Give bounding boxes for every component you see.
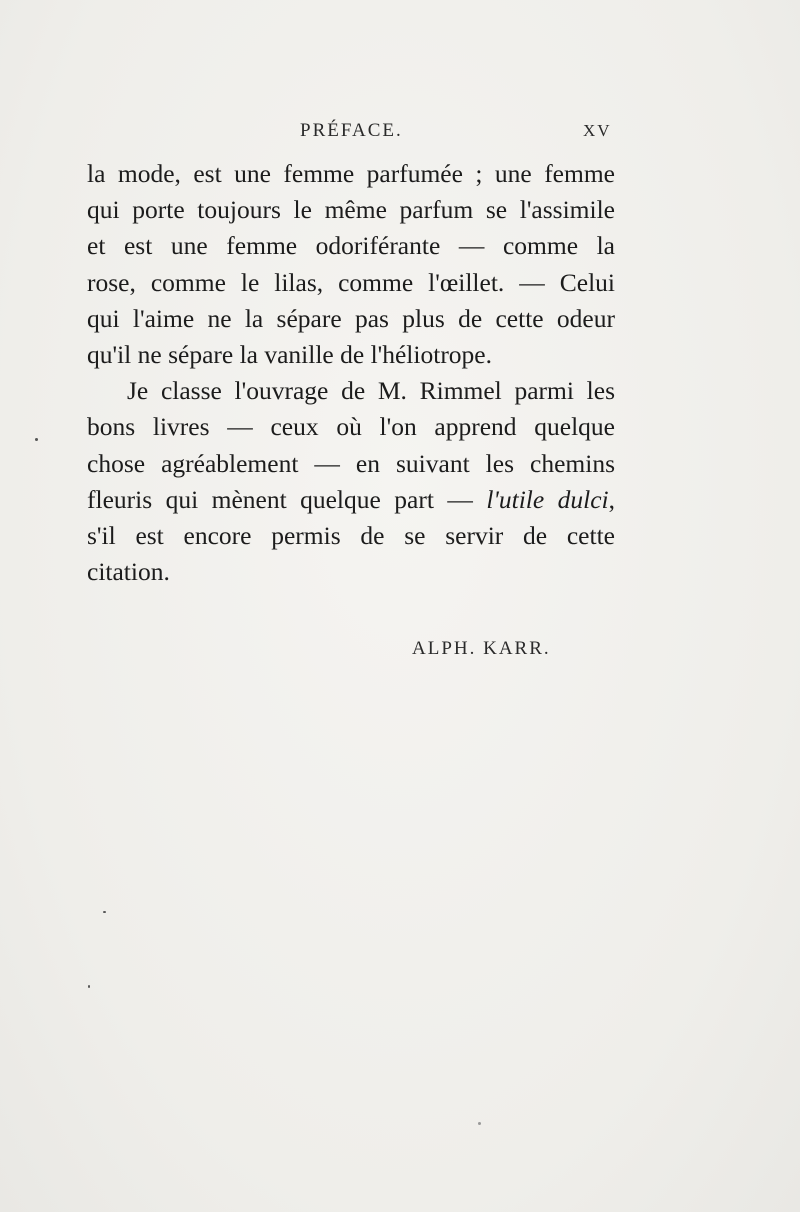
text-line: citation. (87, 557, 170, 587)
text-line: qui l'aime ne la sépare pas plus de cette odeur (87, 303, 615, 333)
text-line: et est une femme odoriférante — comme la (87, 231, 615, 261)
running-head (0, 120, 800, 148)
ink-speck (88, 985, 90, 988)
italic-phrase: l'utile dulci (486, 484, 609, 514)
text-line-with-italic (87, 482, 615, 518)
text-line: rose, comme le lilas, comme l'œillet. — Celui (87, 267, 615, 297)
text-line: qu'il ne sépare la vanille de l'héliotrope. (87, 340, 492, 370)
paragraph-1 (87, 156, 615, 373)
text-line: bons livres — ceux où l'on apprend quelque (87, 412, 615, 442)
text-line: Je classe l'ouvrage de M. Rimmel parmi les (127, 376, 615, 406)
text-line: qui porte toujours le même parfum se l'assimile (87, 195, 615, 225)
running-title: PRÉFACE. (300, 120, 403, 141)
text-segment: fleuris qui mènent quelque part — (87, 484, 487, 514)
paragraph-2 (87, 373, 615, 590)
text-line: la mode, est une femme parfumée ; une femme (87, 159, 615, 188)
body-text (87, 156, 615, 590)
ink-speck (35, 438, 38, 441)
page-number: XV (583, 121, 612, 140)
signature: ALPH. KARR. (412, 638, 551, 659)
text-segment: , (608, 484, 615, 514)
text-line: s'il est encore permis de se servir de cette (87, 521, 615, 551)
ink-speck (103, 911, 106, 913)
ink-speck (478, 1122, 481, 1125)
text-line: chose agréablement — en suivant les chemins (87, 448, 615, 478)
